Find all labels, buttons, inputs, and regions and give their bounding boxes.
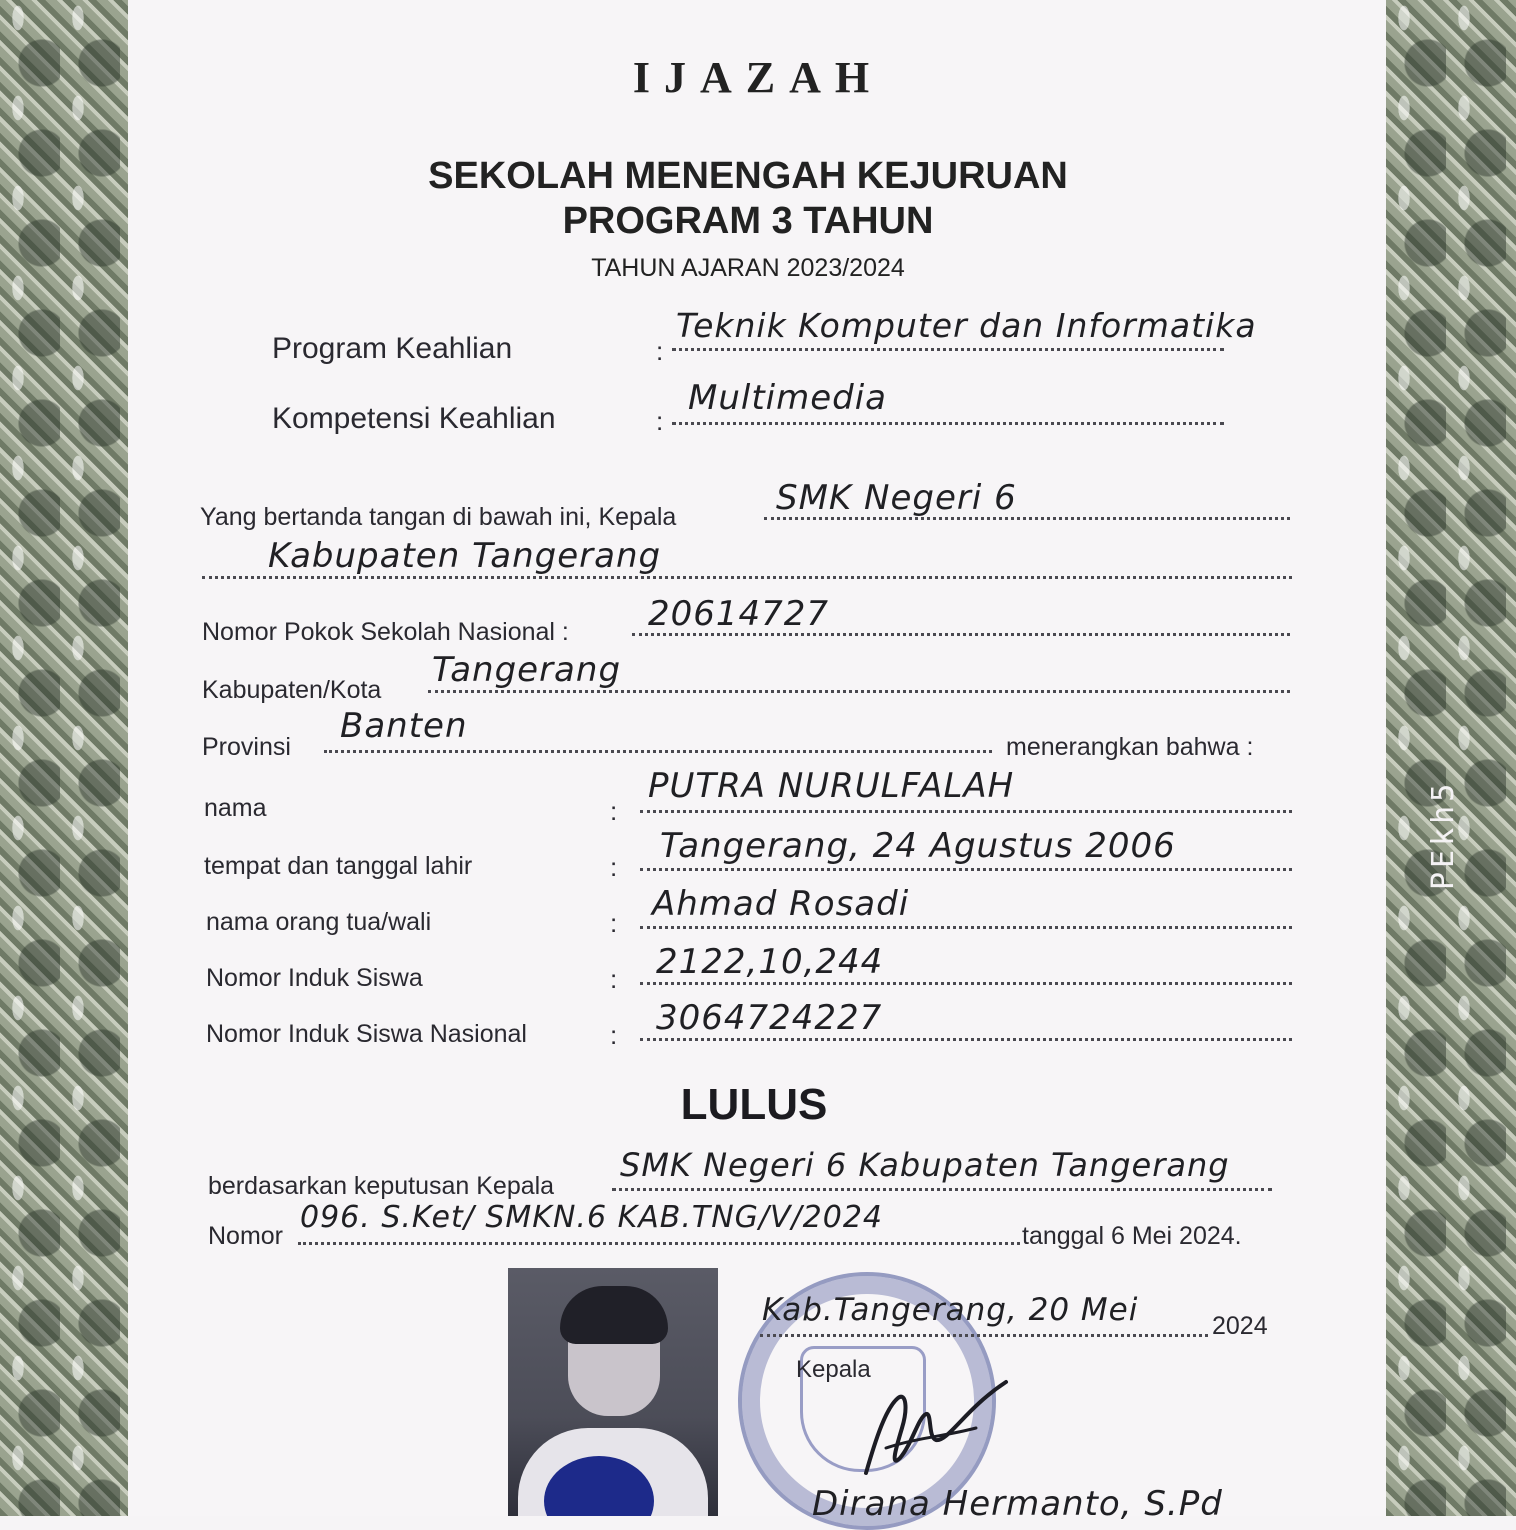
city-dotted-line [428, 690, 1290, 693]
place-date-value: Kab.Tangerang, 20 Mei [762, 1292, 1139, 1328]
decision-label: berdasarkan keputusan Kepala [208, 1172, 555, 1200]
competency-colon: : [656, 406, 664, 436]
province-dotted-line [324, 750, 992, 753]
graduation-status: LULUS [680, 1080, 828, 1129]
program-dotted-line [672, 348, 1224, 351]
parent-colon: : [610, 908, 618, 938]
school-cont-dotted-line [202, 576, 1292, 579]
npsn-label: Nomor Pokok Sekolah Nasional : [202, 618, 569, 646]
signer-name: Dirana Hermanto, S.Pd [812, 1484, 1223, 1524]
decree-number-dotted-line [298, 1242, 1020, 1245]
competency-dotted-line [672, 422, 1224, 425]
competency-label: Kompetensi Keahlian [272, 402, 556, 435]
decree-date: tanggal 6 Mei 2024. [1022, 1222, 1242, 1250]
place-date-dotted-line [760, 1334, 1208, 1337]
student-photo [508, 1268, 718, 1516]
declares-text: menerangkan bahwa : [1006, 733, 1254, 761]
student-name-value: PUTRA NURULFALAH [648, 766, 1015, 806]
parent-dotted-line [640, 926, 1292, 929]
nisn-dotted-line [640, 1038, 1292, 1041]
province-label: Provinsi [202, 733, 291, 761]
nisn-colon: : [610, 1020, 618, 1050]
signer-label: Yang bertanda tangan di bawah ini, Kepala [200, 503, 677, 531]
signature-year: 2024 [1212, 1312, 1268, 1340]
birth-dotted-line [640, 868, 1292, 871]
city-label: Kabupaten/Kota [202, 676, 382, 704]
signer-role: Kepala [796, 1356, 871, 1383]
nis-label: Nomor Induk Siswa [206, 964, 423, 992]
program-value: Teknik Komputer dan Informatika [676, 306, 1257, 345]
program-label: Program Keahlian [272, 332, 513, 365]
npsn-value: 20614727 [648, 594, 830, 634]
birth-value: Tangerang, 24 Agustus 2006 [660, 826, 1176, 866]
student-name-label: nama [204, 794, 267, 822]
parent-value: Ahmad Rosadi [652, 884, 910, 924]
nisn-value: 3064724227 [656, 998, 883, 1038]
province-value: Banten [340, 706, 468, 746]
school-year: TAHUN AJARAN 2023/2024 [591, 254, 905, 282]
birth-label: tempat dan tanggal lahir [204, 852, 473, 880]
nis-value: 2122,10,244 [656, 942, 884, 982]
nisn-label: Nomor Induk Siswa Nasional [206, 1020, 527, 1048]
competency-value: Multimedia [688, 378, 888, 418]
student-name-dotted-line [640, 810, 1292, 813]
handwritten-signature [856, 1378, 1016, 1488]
decision-dotted-line [612, 1188, 1272, 1191]
school-name-cont: Kabupaten Tangerang [268, 536, 662, 576]
nis-colon: : [610, 964, 618, 994]
city-value: Tangerang [432, 650, 622, 690]
document-title: IJAZAH [632, 53, 884, 102]
decree-number-label: Nomor [208, 1222, 284, 1250]
parent-label: nama orang tua/wali [206, 908, 432, 936]
student-name-colon: : [610, 796, 618, 826]
program-colon: : [656, 336, 664, 366]
decree-number-value: 096. S.Ket/ SMKN.6 KAB.TNG/V/2024 [300, 1200, 883, 1235]
decision-value: SMK Negeri 6 Kabupaten Tangerang [620, 1146, 1230, 1184]
school-name: SMK Negeri 6 [776, 478, 1017, 518]
birth-colon: : [610, 852, 618, 882]
nis-dotted-line [640, 982, 1292, 985]
heading-school-type: SEKOLAH MENENGAH KEJURUAN [428, 155, 1068, 197]
heading-program: PROGRAM 3 TAHUN [562, 200, 934, 242]
serial-perforation: PEkh5 [1426, 779, 1461, 890]
